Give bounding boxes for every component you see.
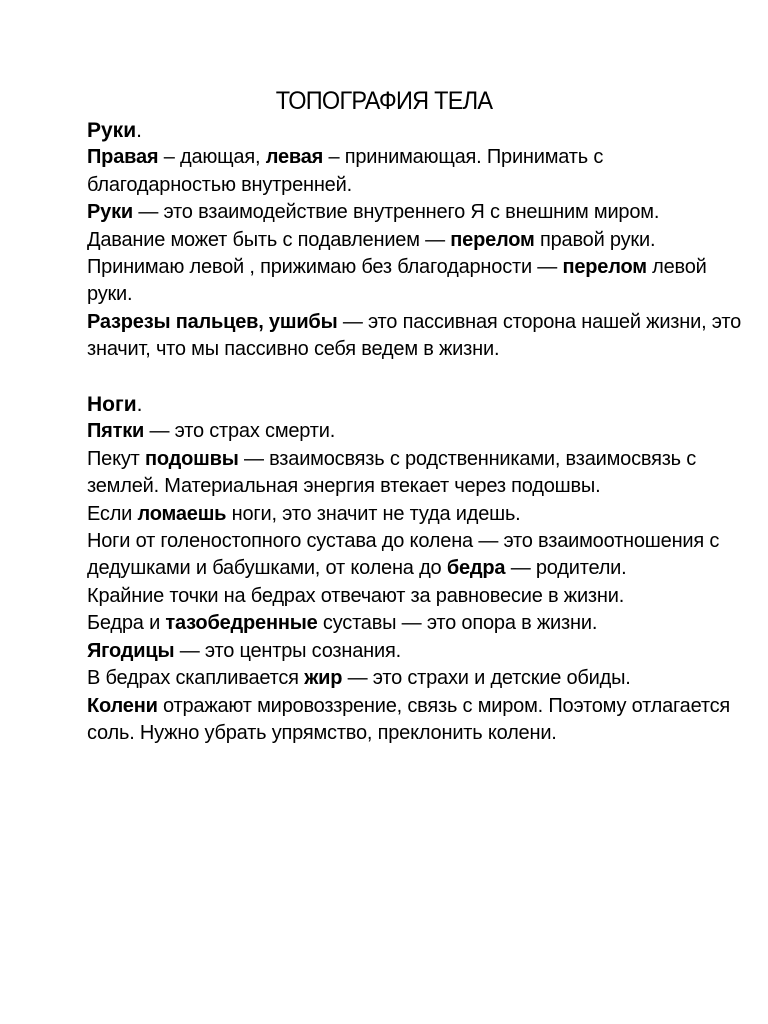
text-run: — это пассивная сторона нашей жизни, это значит, что мы пассивно себя ведем в жизни. — [87, 310, 742, 361]
bold-term: Пятки — [87, 420, 145, 443]
text-run: – дающая, — [158, 146, 266, 169]
text-run: – принимающая. Принимать с благодарностью внутренней. — [87, 146, 604, 196]
paragraph — [87, 665, 747, 692]
section-heading: Ноги. — [87, 393, 143, 417]
paragraph — [87, 144, 747, 199]
text-run: Принимаю левой , прижимаю без благодарности — — [87, 256, 563, 279]
text-run: Пекут — [87, 447, 145, 470]
text-run: суставы — это опора в жизни. — [317, 612, 598, 635]
paragraph — [87, 528, 747, 583]
bold-term: подошвы — [145, 447, 239, 470]
bold-term: Колени — [87, 694, 158, 717]
text-run: Давание может быть с подавлением — — [87, 228, 451, 251]
text-run: Ноги от голеностопного сустава до колена — это взаимоотношения с дедушками и бабушками, от колена до — [87, 530, 720, 580]
bold-term: перелом — [562, 256, 647, 279]
bold-term: Руки — [87, 201, 133, 224]
text-run: ноги, это значит не туда идешь. — [226, 502, 521, 525]
section-spacer — [87, 364, 747, 391]
text-run: — родители. — [505, 557, 627, 580]
text-run: Если — [87, 502, 138, 525]
section-heading-text: Руки — [87, 119, 137, 142]
text-run: левой руки. — [87, 256, 707, 306]
text-run: Бедра и — [87, 612, 166, 635]
text-run: В бедрах скапливается — [87, 667, 305, 690]
text-run: — это страх смерти. — [144, 420, 336, 443]
bold-term: бедра — [446, 557, 506, 580]
paragraph — [87, 199, 747, 226]
bold-term: Разрезы пальцев, ушибы — [87, 310, 338, 333]
text-run: — это центры сознания. — [174, 639, 401, 662]
paragraph — [87, 638, 747, 665]
paragraph — [87, 418, 747, 445]
text-run: правой руки. — [534, 228, 656, 251]
paragraph — [87, 501, 747, 528]
paragraph — [87, 610, 747, 637]
bold-term: Правая — [87, 146, 159, 169]
paragraph — [87, 583, 747, 610]
text-run: — это взаимодействие внутреннего Я с внешним миром. — [132, 201, 660, 224]
text-run: — это страхи и детские обиды. — [342, 667, 631, 690]
paragraph — [87, 309, 747, 364]
paragraph — [87, 693, 747, 748]
section-heading: Руки. — [87, 119, 142, 142]
bold-term: жир — [304, 667, 343, 690]
text-run: Крайние точки на бедрах отвечают за равновесие в жизни. — [87, 584, 625, 607]
section-heading-text: Ноги — [87, 393, 137, 417]
bold-term: Ягодицы — [87, 639, 175, 662]
bold-term: левая — [265, 146, 324, 169]
text-run: отражают мировоззрение, связь с миром. Поэтому отлагается соль. Нужно убрать упрямство, преклонить колени. — [87, 694, 730, 744]
page-title: ТОПОГРАФИЯ ТЕЛА — [275, 87, 493, 115]
paragraph — [87, 227, 747, 254]
paragraph — [87, 446, 747, 501]
bold-term: перелом — [450, 228, 535, 251]
paragraph — [87, 254, 747, 309]
bold-term: ломаешь — [137, 502, 227, 525]
text-run: — взаимосвязь с родственниками, взаимосвязь с землей. Материальная энергия втекает через подошвы. — [87, 447, 697, 498]
document-body — [87, 117, 747, 747]
bold-term: тазобедренные — [165, 612, 318, 635]
